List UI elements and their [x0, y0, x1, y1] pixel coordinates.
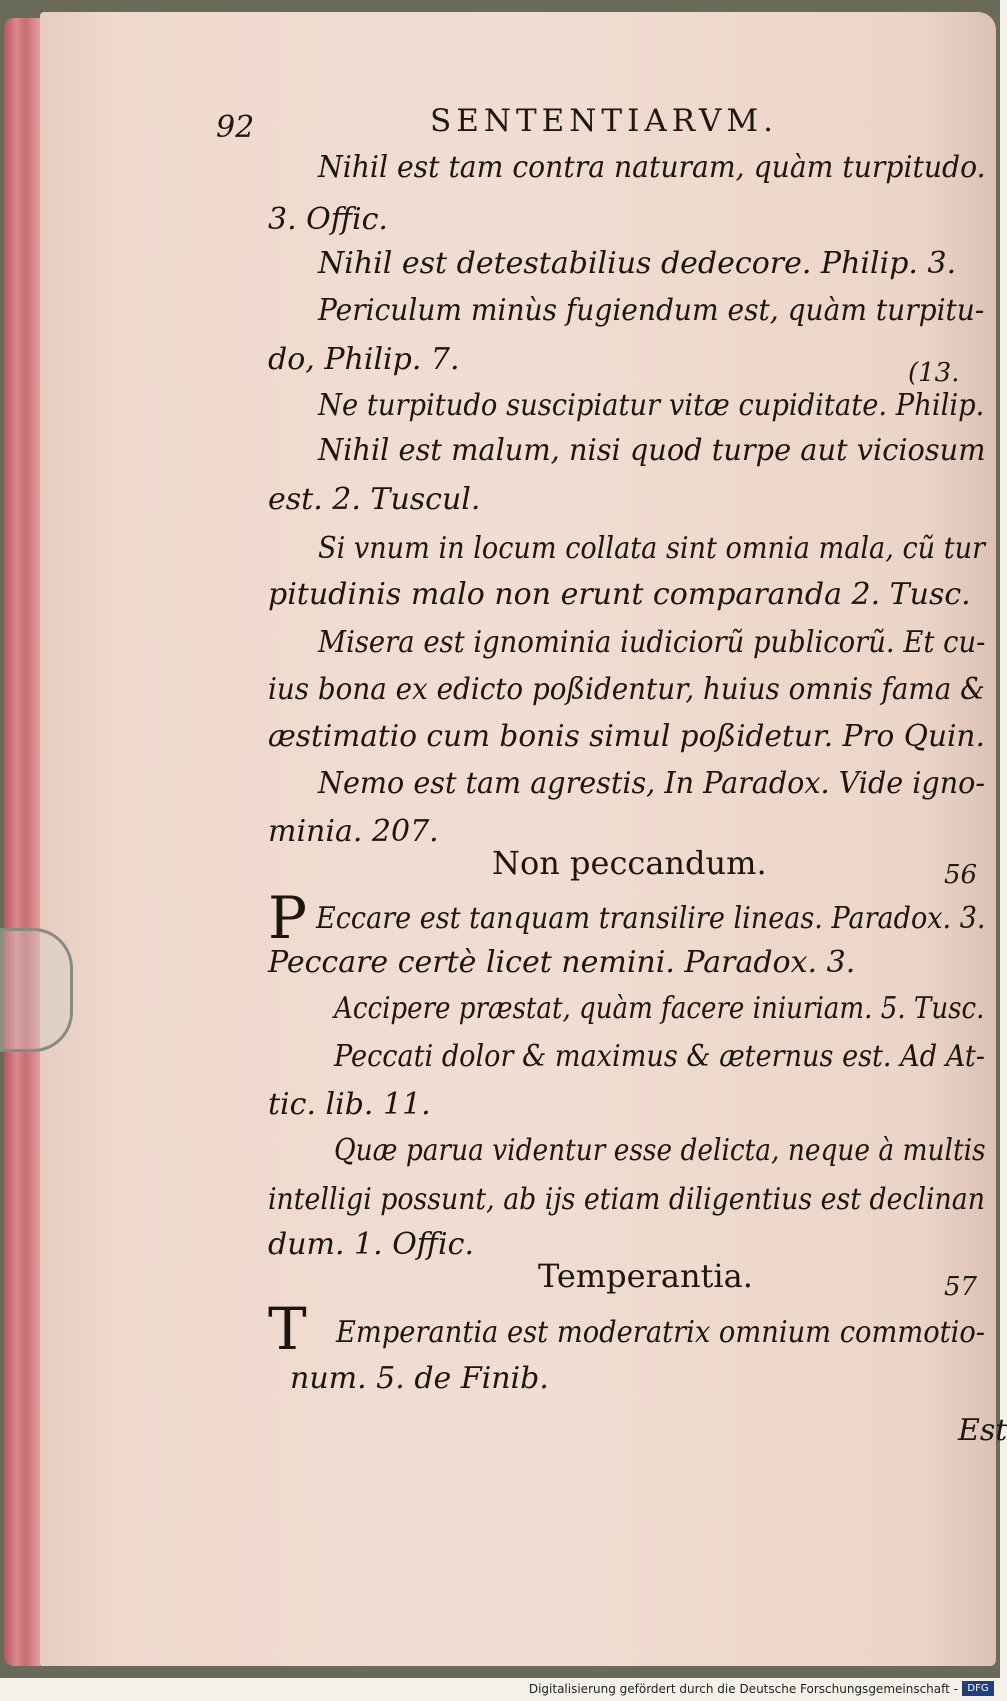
text-line: Peccati dolor & maximus & æternus est. Ad At- — [334, 1039, 985, 1074]
margin-note: 56 — [944, 860, 978, 890]
red-page-edge — [4, 18, 40, 1666]
text-line: æstimatio cum bonis simul poßidetur. Pro Quin. — [268, 719, 985, 754]
page-number: 92 — [216, 110, 255, 145]
text-line: est. 2. Tuscul. — [268, 482, 481, 517]
catchword: Est — [958, 1413, 1007, 1448]
text-line: minia. 207. — [268, 814, 439, 849]
text-line: Misera est ignominia iudiciorũ publicorũ. Et cu- — [318, 625, 986, 660]
drop-cap: T — [268, 1295, 307, 1363]
text-line: tic. lib. 11. — [268, 1087, 431, 1122]
text-line: Nihil est tam contra naturam, quàm turpitudo. — [318, 150, 986, 185]
text-line: pitudinis malo non erunt comparanda 2. Tusc. — [268, 577, 971, 612]
text-line: Periculum minùs fugiendum est, quàm turpitu- — [318, 293, 985, 328]
text-line: Ne turpitudo suscipiatur vitæ cupiditate. Philip. — [318, 388, 985, 423]
text-line: dum. 1. Offic. — [268, 1227, 474, 1262]
text-line: num. 5. de Finib. — [290, 1361, 549, 1396]
text-line: Si vnum in locum collata sint omnia mala, cũ tur — [318, 531, 986, 566]
dfg-logo-icon: DFG — [962, 1681, 994, 1696]
text-line: Nihil est malum, nisi quod turpe aut viciosum — [318, 433, 986, 468]
text-line: Peccare certè licet nemini. Paradox. 3. — [268, 945, 856, 980]
section-heading: Non peccandum. — [492, 844, 767, 882]
text-line: 3. Offic. — [268, 202, 388, 237]
text-line: do, Philip. 7. — [268, 342, 460, 377]
drop-cap: P — [268, 884, 308, 952]
text-line: Emperantia est moderatrix omnium commotio- — [336, 1315, 986, 1350]
margin-note: 57 — [944, 1272, 978, 1302]
text-line: Nihil est detestabilius dedecore. Philip. 3. — [318, 246, 957, 281]
text-line: Quæ parua videntur esse delicta, neque à multis — [334, 1133, 986, 1168]
footer-credit: Digitalisierung gefördert durch die Deutsche Forschungsgemeinschaft - — [528, 1682, 958, 1696]
text-line: Nemo est tam agrestis, In Paradox. Vide igno- — [318, 766, 985, 801]
clasp-icon — [0, 928, 73, 1052]
section-heading: Temperantia. — [538, 1257, 753, 1295]
text-line: Eccare est tanquam transilire lineas. Paradox. 3. — [316, 901, 986, 936]
running-head: SENTENTIARVM. — [430, 103, 778, 139]
text-line: Accipere præstat, quàm facere iniuriam. 5. Tusc. — [334, 991, 985, 1026]
text-line: intelligi possunt, ab ijs etiam diligentius est declinan — [268, 1182, 985, 1217]
text-line: ius bona ex edicto poßidentur, huius omnis fama & — [268, 672, 985, 707]
margin-note: (13. — [908, 358, 960, 388]
